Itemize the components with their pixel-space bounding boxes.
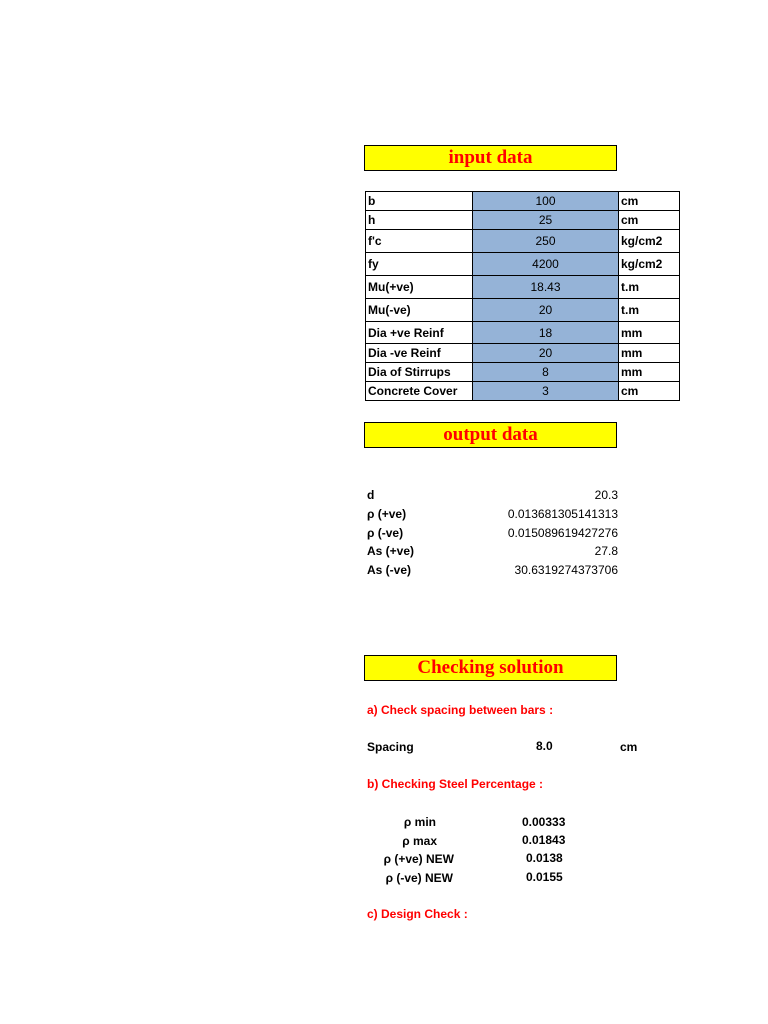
input-label: Concrete Cover <box>366 382 473 401</box>
input-value[interactable]: 20 <box>473 344 619 363</box>
input-unit: kg/cm2 <box>619 230 680 253</box>
input-label: Dia -ve Reinf <box>366 344 473 363</box>
input-row-h <box>366 211 680 230</box>
input-table <box>365 191 680 401</box>
input-value[interactable]: 20 <box>473 299 619 322</box>
spacing-value: 8.0 <box>536 739 553 753</box>
input-value[interactable]: 3 <box>473 382 619 401</box>
input-unit: t.m <box>619 299 680 322</box>
input-row-mu-pos <box>366 276 680 299</box>
input-row-cover <box>366 382 680 401</box>
percentage-label: ρ min <box>403 815 436 829</box>
input-value[interactable]: 18 <box>473 322 619 344</box>
input-unit: cm <box>619 211 680 230</box>
spacing-unit: cm <box>620 740 638 754</box>
input-label: Mu(-ve) <box>366 299 473 322</box>
output-label: As (-ve) <box>367 563 412 577</box>
percentage-value: 0.01843 <box>522 833 566 847</box>
percentage-label: ρ max <box>402 834 437 848</box>
input-unit: cm <box>619 382 680 401</box>
percentage-value: 0.0138 <box>526 851 563 865</box>
input-unit: cm <box>619 192 680 211</box>
output-row-rho-neg <box>367 524 618 542</box>
input-row-b <box>366 192 680 211</box>
output-value: 0.015089619427276 <box>507 526 618 540</box>
spacing-label: Spacing <box>367 740 414 754</box>
input-value[interactable]: 100 <box>473 192 619 211</box>
check-b-heading: b) Checking Steel Percentage : <box>367 777 544 791</box>
output-row-as-pos <box>367 542 618 560</box>
output-data-title: output data <box>364 422 617 448</box>
output-label: d <box>367 488 375 502</box>
output-label: As (+ve) <box>367 544 415 558</box>
check-c-heading: c) Design Check : <box>367 907 468 921</box>
output-row-rho-pos <box>367 505 618 523</box>
input-row-dia-neg <box>366 344 680 363</box>
output-label: ρ (+ve) <box>367 507 407 521</box>
input-label: Dia of Stirrups <box>366 363 473 382</box>
input-label: fy <box>366 253 473 276</box>
output-value: 30.6319274373706 <box>514 563 618 577</box>
input-row-mu-neg <box>366 299 680 322</box>
input-unit: mm <box>619 363 680 382</box>
output-value: 0.013681305141313 <box>507 507 618 521</box>
input-unit: kg/cm2 <box>619 253 680 276</box>
input-label: f'c <box>366 230 473 253</box>
input-row-stirrups <box>366 363 680 382</box>
input-label: Mu(+ve) <box>366 276 473 299</box>
input-row-dia-pos <box>366 322 680 344</box>
percentage-value: 0.0155 <box>526 870 563 884</box>
checking-solution-title: Checking solution <box>364 655 617 681</box>
percentage-value: 0.00333 <box>522 815 566 829</box>
input-unit: t.m <box>619 276 680 299</box>
input-unit: mm <box>619 344 680 363</box>
input-value[interactable]: 250 <box>473 230 619 253</box>
check-a-heading: a) Check spacing between bars : <box>367 703 554 717</box>
input-label: b <box>366 192 473 211</box>
output-value: 20.3 <box>594 488 618 502</box>
input-row-fy <box>366 253 680 276</box>
output-value: 27.8 <box>594 544 618 558</box>
input-value[interactable]: 8 <box>473 363 619 382</box>
percentage-label: ρ (-ve) NEW <box>385 871 453 885</box>
input-value[interactable]: 18.43 <box>473 276 619 299</box>
input-data-title: input data <box>364 145 617 171</box>
input-unit: mm <box>619 322 680 344</box>
input-label: Dia +ve Reinf <box>366 322 473 344</box>
output-row-d <box>367 486 618 504</box>
input-value[interactable]: 4200 <box>473 253 619 276</box>
input-value[interactable]: 25 <box>473 211 619 230</box>
input-label: h <box>366 211 473 230</box>
output-label: ρ (-ve) <box>367 526 404 540</box>
input-row-fc <box>366 230 680 253</box>
output-row-as-neg <box>367 561 618 579</box>
percentage-label: ρ (+ve) NEW <box>383 852 454 866</box>
